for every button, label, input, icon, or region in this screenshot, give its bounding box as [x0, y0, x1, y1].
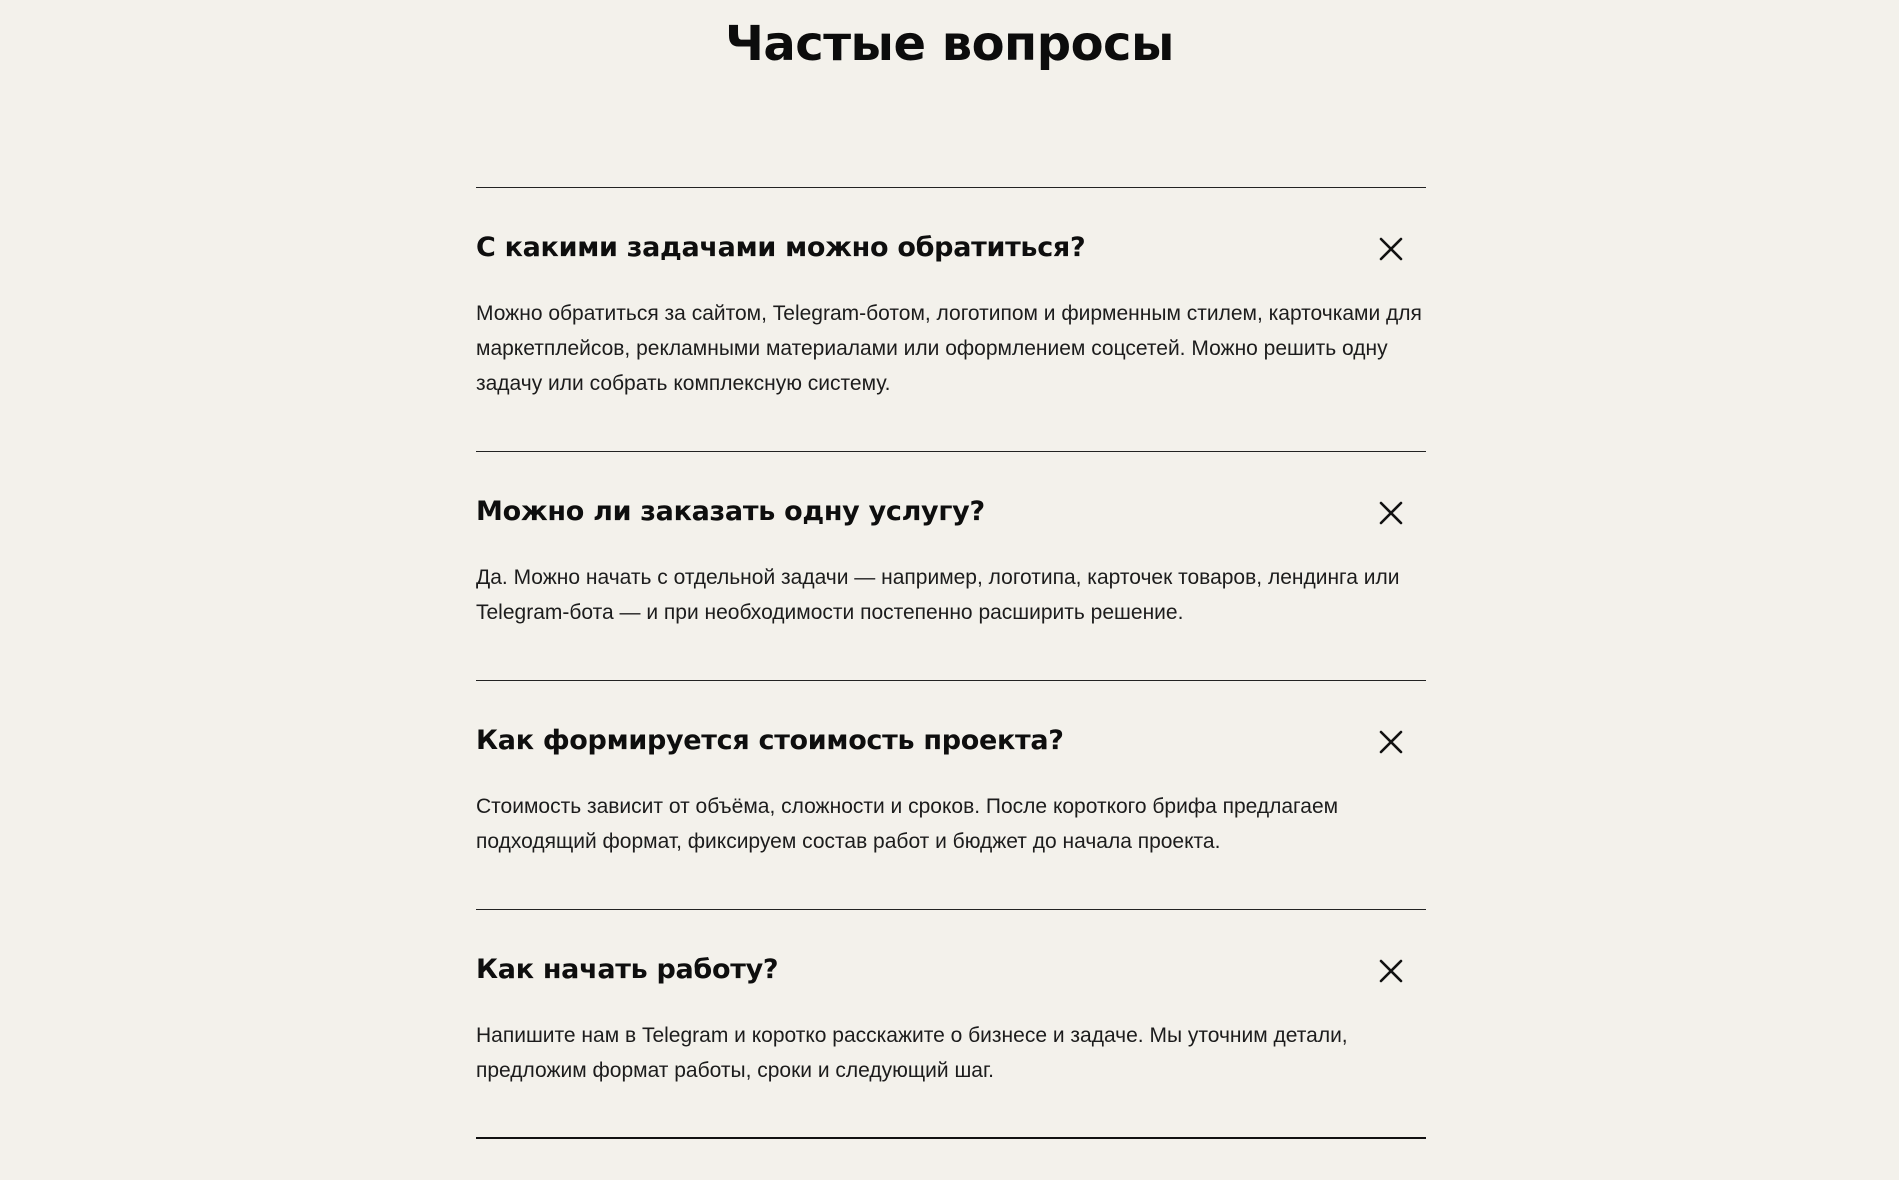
faq-answer: Да. Можно начать с отдельной задачи — например, логотипа, карточек товаров, лендинга или Telegram-бота — и при необходимости постепенно расширить решение. — [476, 566, 1400, 624]
faq-answer: Напишите нам в Telegram и коротко расскажите о бизнесе и задаче. Мы уточним детали, предложим формат работы, сроки и следующий шаг. — [476, 1024, 1348, 1082]
faq-item — [476, 188, 1426, 452]
faq-list — [476, 187, 1426, 1139]
faq-question[interactable]: Можно ли заказать одну услугу? — [476, 496, 985, 527]
faq-item — [476, 681, 1426, 910]
faq-item — [476, 452, 1426, 681]
close-icon[interactable] — [1378, 500, 1404, 526]
faq-title: Частые вопросы — [725, 16, 1174, 72]
faq-answer: Стоимость зависит от объёма, сложности и сроков. После короткого брифа предлагаем подходящий формат, фиксируем состав работ и бюджет до начала проекта. — [476, 795, 1339, 853]
close-icon[interactable] — [1378, 236, 1404, 262]
faq-question[interactable]: Как формируется стоимость проекта? — [476, 725, 1064, 756]
faq-item — [476, 910, 1426, 1139]
faq-question-row[interactable] — [476, 910, 1426, 1018]
faq-answer: Можно обратиться за сайтом, Telegram-ботом, логотипом и фирменным стилем, карточками для маркетплейсов, рекламными материалами или оформлением соцсетей. Можно решить одну задачу или собрать комплексную систему. — [476, 302, 1422, 395]
faq-question-row[interactable] — [476, 681, 1426, 789]
faq-question-row[interactable] — [476, 188, 1426, 296]
faq-question[interactable]: С какими задачами можно обратиться? — [476, 232, 1086, 263]
faq-question[interactable]: Как начать работу? — [476, 954, 779, 985]
close-icon[interactable] — [1378, 729, 1404, 755]
close-icon[interactable] — [1378, 958, 1404, 984]
faq-question-row[interactable] — [476, 452, 1426, 560]
